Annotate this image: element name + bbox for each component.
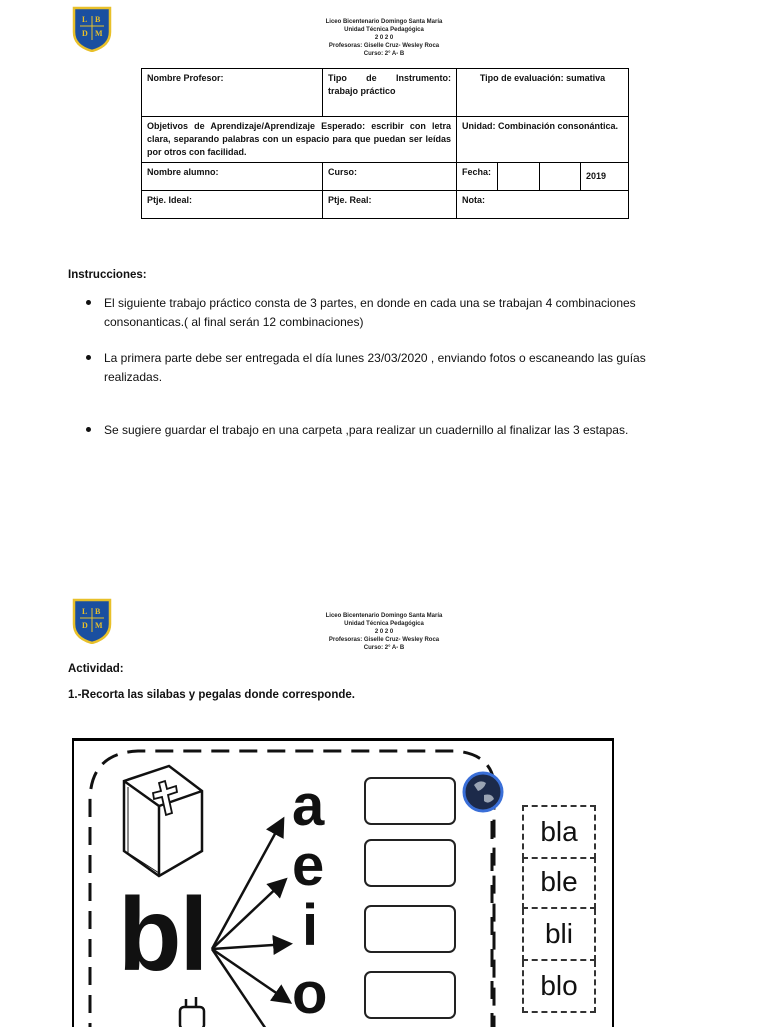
crest-letter: L — [82, 607, 88, 616]
header-line: Liceo Bicentenario Domingo Santa María — [325, 613, 443, 619]
syllable-cutout[interactable]: ble — [522, 857, 596, 909]
header-line: Profesoras: Giselle Cruz- Wesley Roca — [328, 43, 440, 49]
ideal-score-cell: Ptje. Ideal: — [142, 191, 323, 219]
bullet-icon — [86, 427, 91, 432]
syllable-cutout[interactable]: bla — [522, 805, 596, 859]
school-crest-icon — [72, 598, 112, 644]
header-line: Unidad Técnica Pedagógica — [344, 621, 424, 627]
crest-letter: M — [95, 621, 103, 630]
crest-letter: D — [82, 29, 88, 38]
instructions-title: Instrucciones: — [68, 269, 147, 281]
school-header — [264, 612, 504, 652]
crest-letter: B — [95, 607, 101, 616]
activity-title: Actividad: — [68, 663, 124, 675]
date-year-cell: 2019 — [581, 163, 629, 191]
instrument-type-cell: Tipo de Instrumento: trabajo práctico — [323, 69, 457, 117]
crest-letter: D — [82, 621, 88, 630]
cut-and-paste-worksheet — [72, 738, 614, 1027]
school-crest-icon — [72, 6, 112, 52]
header-line: Curso: 2° A- B — [363, 645, 405, 651]
arrows — [204, 801, 304, 1027]
date-day-cell — [498, 163, 540, 191]
paste-box[interactable] — [364, 839, 456, 887]
vowel-letter: e — [292, 833, 325, 898]
header-line: Liceo Bicentenario Domingo Santa María — [325, 19, 443, 25]
activity-instruction: 1.-Recorta las silabas y pegalas donde corresponde. — [68, 689, 355, 701]
header-line: 2 0 2 0 — [374, 629, 394, 635]
dashed-divider — [486, 801, 498, 1027]
vowel-letter: i — [302, 893, 319, 958]
bullet-icon — [86, 355, 91, 360]
school-header — [264, 18, 504, 58]
consonant-blend: bl — [118, 877, 207, 993]
objectives-cell: Objetivos de Aprendizaje/Aprendizaje Esperado: escribir con letra clara, separando palabras con un espacio para que puedan ser leídas por otros con facilidad. — [142, 117, 457, 163]
bible-icon — [114, 761, 209, 881]
crest-letter: B — [95, 15, 101, 24]
grade-cell: Nota: — [457, 191, 629, 219]
header-line: Unidad Técnica Pedagógica — [344, 27, 424, 33]
syllable-cutout[interactable]: bli — [522, 909, 596, 961]
evaluation-type-cell: Tipo de evaluación: sumativa — [457, 69, 629, 117]
crest-letter: M — [95, 29, 103, 38]
header-line: 2 0 2 0 — [374, 35, 394, 41]
unit-cell: Unidad: Combinación consonántica. — [457, 117, 629, 163]
evaluation-info-table — [141, 68, 629, 219]
header-line: Profesoras: Giselle Cruz- Wesley Roca — [328, 637, 440, 643]
date-month-cell — [540, 163, 581, 191]
date-cell: Fecha: — [457, 163, 498, 191]
crest-letter: L — [82, 15, 88, 24]
course-cell: Curso: — [323, 163, 457, 191]
teacher-name-cell: Nombre Profesor: — [142, 69, 323, 117]
paste-box[interactable] — [364, 905, 456, 953]
vowel-letter: a — [292, 773, 325, 838]
paste-box[interactable] — [364, 971, 456, 1019]
syllable-cutout[interactable]: blo — [522, 961, 596, 1013]
student-name-cell: Nombre alumno: — [142, 163, 323, 191]
bullet-icon — [86, 300, 91, 305]
real-score-cell: Ptje. Real: — [323, 191, 457, 219]
header-line: Curso: 2° A- B — [363, 51, 405, 57]
vowel-letter: o — [292, 961, 328, 1026]
paste-box[interactable] — [364, 777, 456, 825]
